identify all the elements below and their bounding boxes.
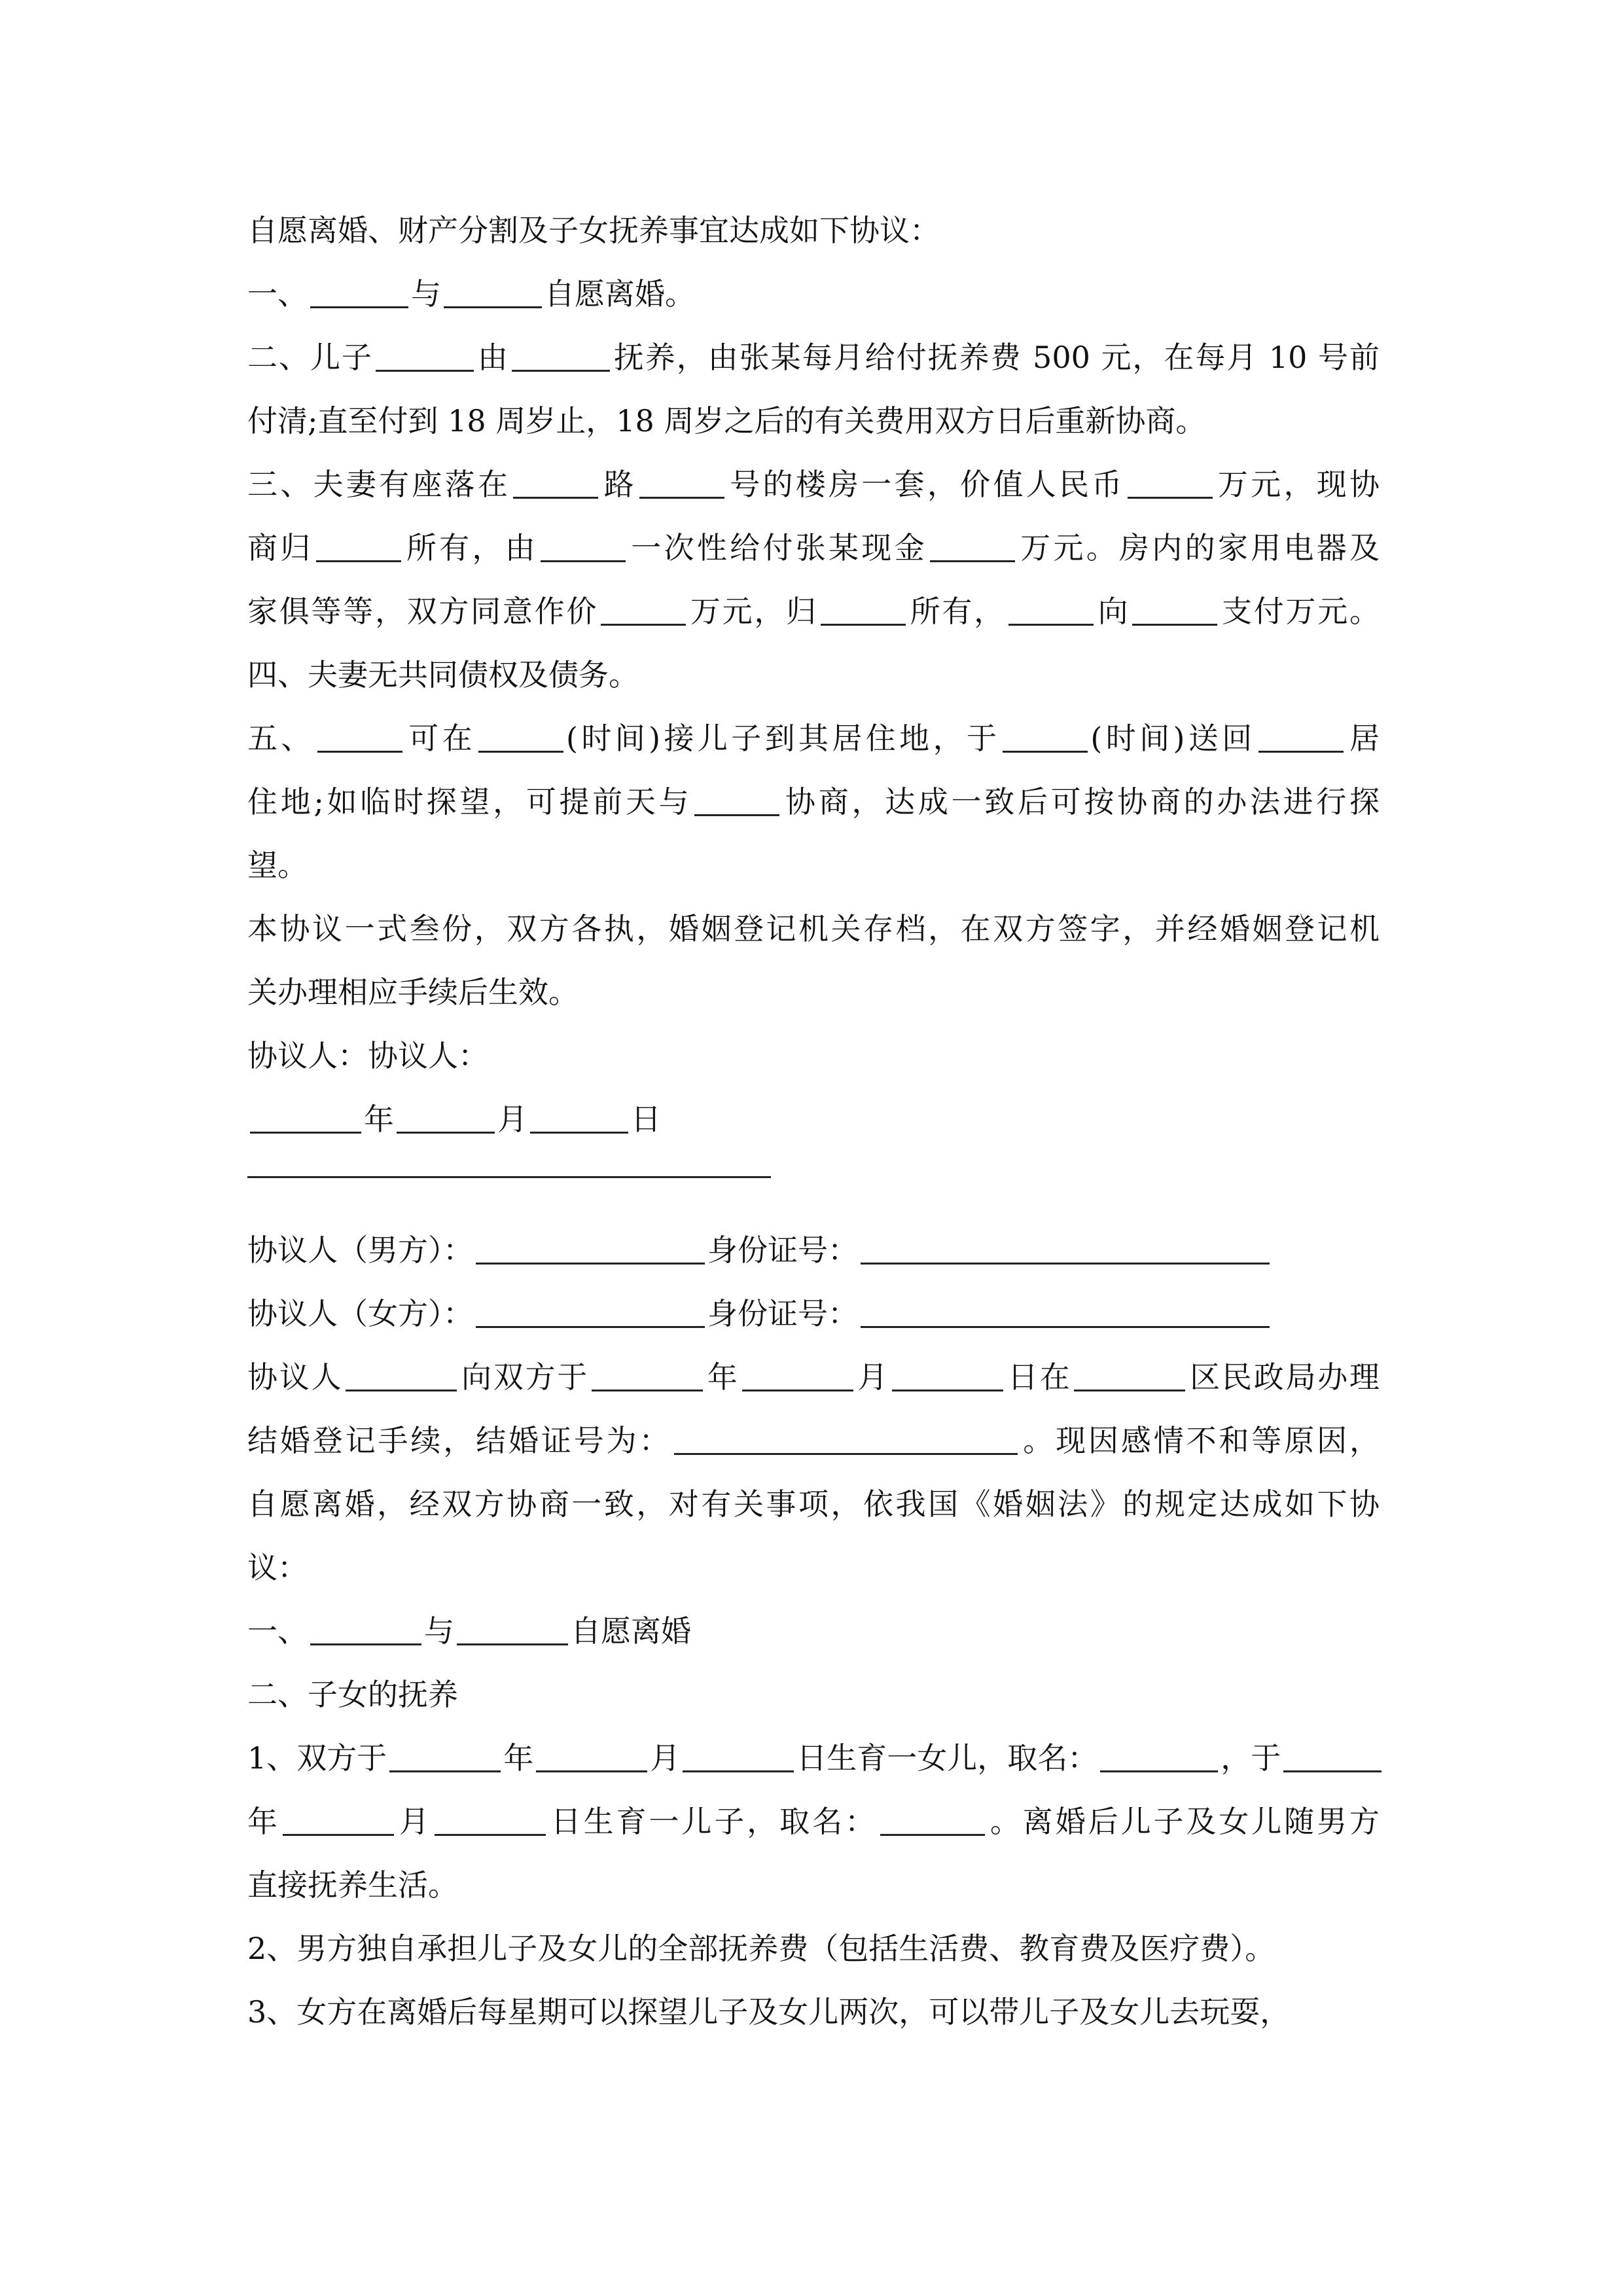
clause-3-line-3: 家俱等等，双方同意作价 万元，归 所有， 向 支付万元。 [247,580,1380,643]
blank-field[interactable] [742,1355,853,1391]
blank-field[interactable] [397,1098,495,1134]
effect-clause [247,897,1380,1024]
blank-field[interactable] [674,1419,1018,1455]
blank-field[interactable] [1132,590,1217,626]
blank-field[interactable] [476,1292,705,1328]
blank-field[interactable] [592,1355,703,1391]
blank-field[interactable] [861,1292,1270,1328]
blank-field[interactable] [250,1098,361,1134]
blank-field[interactable] [530,1098,628,1134]
blank-field[interactable] [389,1736,501,1772]
blank-field[interactable] [930,526,1015,562]
clause-2 [247,326,1380,453]
blank-field[interactable] [310,1609,421,1645]
clause-1-prefix: 一、 [247,276,308,312]
clause-5-line-3: 望。 [247,848,308,883]
blank-field[interactable] [639,463,724,499]
blank-field[interactable] [821,590,906,626]
effect-clause-line-2: 关办理相应手续后生效。 [247,975,579,1010]
marriage-record-line-1: 协议人 向双方于 年 月 日在 区民政局办理 [247,1346,1380,1409]
clause-1 [247,262,1380,326]
blank-field[interactable] [1128,463,1213,499]
blank-field[interactable] [283,1800,394,1836]
blank-field[interactable] [861,1229,1270,1265]
blank-field[interactable] [892,1355,1003,1391]
blank-field[interactable] [1283,1736,1382,1772]
clause-2-line-1: 二、儿子 由 抚养，由张某每月给付抚养费 500 元，在每月 10 号前 [247,326,1380,389]
clause-5 [247,707,1380,897]
date-line: 年 月 日 [247,1088,1380,1151]
clause-2-line-2: 付清;直至付到 18 周岁止，18 周岁之后的有关费用双方日后重新协商。 [247,403,1206,439]
blank-field[interactable] [601,590,686,626]
blank-field[interactable] [346,1355,457,1391]
blank-field[interactable] [683,1736,794,1772]
marriage-record-line-2: 结婚登记手续，结婚证号为： 。现因感情不和等原因， [247,1409,1380,1473]
blank-field[interactable] [478,717,563,753]
clause-1-suffix: 自愿离婚。 [544,276,695,312]
blank-field[interactable] [694,780,779,816]
blank-field[interactable] [541,526,626,562]
effect-clause-line-1: 本协议一式叁份，双方各执，婚姻登记机关存档，在双方签字，并经婚姻登记机 [247,911,1380,946]
blank-field[interactable] [444,272,542,308]
clause-children-line-3: 直接抚养生活。 [247,1867,458,1903]
blank-field[interactable] [1003,717,1088,753]
blank-field[interactable] [1258,717,1344,753]
clause-3 [247,453,1380,643]
clause-divorce: 一、 与 自愿离婚 [247,1600,1380,1663]
blank-field[interactable] [1008,590,1094,626]
marriage-record [247,1346,1380,1600]
clause-3-line-2: 商归 所有，由 一次性给付张某现金 万元。房内的家用电器及 [247,516,1380,580]
blank-field[interactable] [512,336,610,372]
clause-children-line-1: 1、双方于 年 月 日生育一女儿，取名： ，于 [247,1727,1380,1790]
signers-line: 协议人：协议人： [247,1038,488,1073]
clause-5-line-2: 住地;如临时探望，可提前天与 协商，达成一致后可按协商的办法进行探 [247,770,1380,834]
marriage-record-line-4: 议： [247,1550,308,1585]
female-signer-line: 协议人（女方）： 身份证号： [247,1282,1380,1346]
blank-field[interactable] [457,1609,568,1645]
blank-field[interactable] [1074,1355,1185,1391]
separator-line [247,1176,771,1178]
blank-field[interactable] [316,526,401,562]
blank-field[interactable] [376,336,474,372]
clause-children [247,1727,1380,1917]
clause-1-mid: 与 [411,276,441,312]
blank-field[interactable] [476,1229,705,1265]
male-signer-line: 协议人（男方）： 身份证号： [247,1219,1380,1282]
clause-4: 四、夫妻无共同债权及债务。 [247,657,639,692]
clause-children-line-2: 年 月 日生育一儿子，取名： 。离婚后儿子及女儿随男方 [247,1790,1380,1854]
blank-field[interactable] [310,272,408,308]
blank-field[interactable] [536,1736,647,1772]
clause-visitation: 3、女方在离婚后每星期可以探望儿子及女儿两次，可以带儿子及女儿去玩耍， [247,1994,1291,2030]
section-child-custody: 二、子女的抚养 [247,1677,458,1712]
clause-support-cost: 2、男方独自承担儿子及女儿的全部抚养费（包括生活费、教育费及医疗费）。 [247,1931,1275,1966]
blank-field[interactable] [435,1800,546,1836]
clause-3-line-1: 三、夫妻有座落在 路 号的楼房一套，价值人民币 万元，现协 [247,453,1380,516]
blank-field[interactable] [317,717,402,753]
intro-line: 自愿离婚、财产分割及子女抚养事宜达成如下协议： [247,213,940,248]
marriage-record-line-3: 自愿离婚，经双方协商一致，对有关事项，依我国《婚姻法》的规定达成如下协 [247,1486,1380,1522]
blank-field[interactable] [513,463,598,499]
clause-5-line-1: 五、 可在 (时间)接儿子到其居住地，于 (时间)送回 居 [247,707,1380,770]
blank-field[interactable] [880,1800,985,1836]
blank-field[interactable] [1100,1736,1218,1772]
